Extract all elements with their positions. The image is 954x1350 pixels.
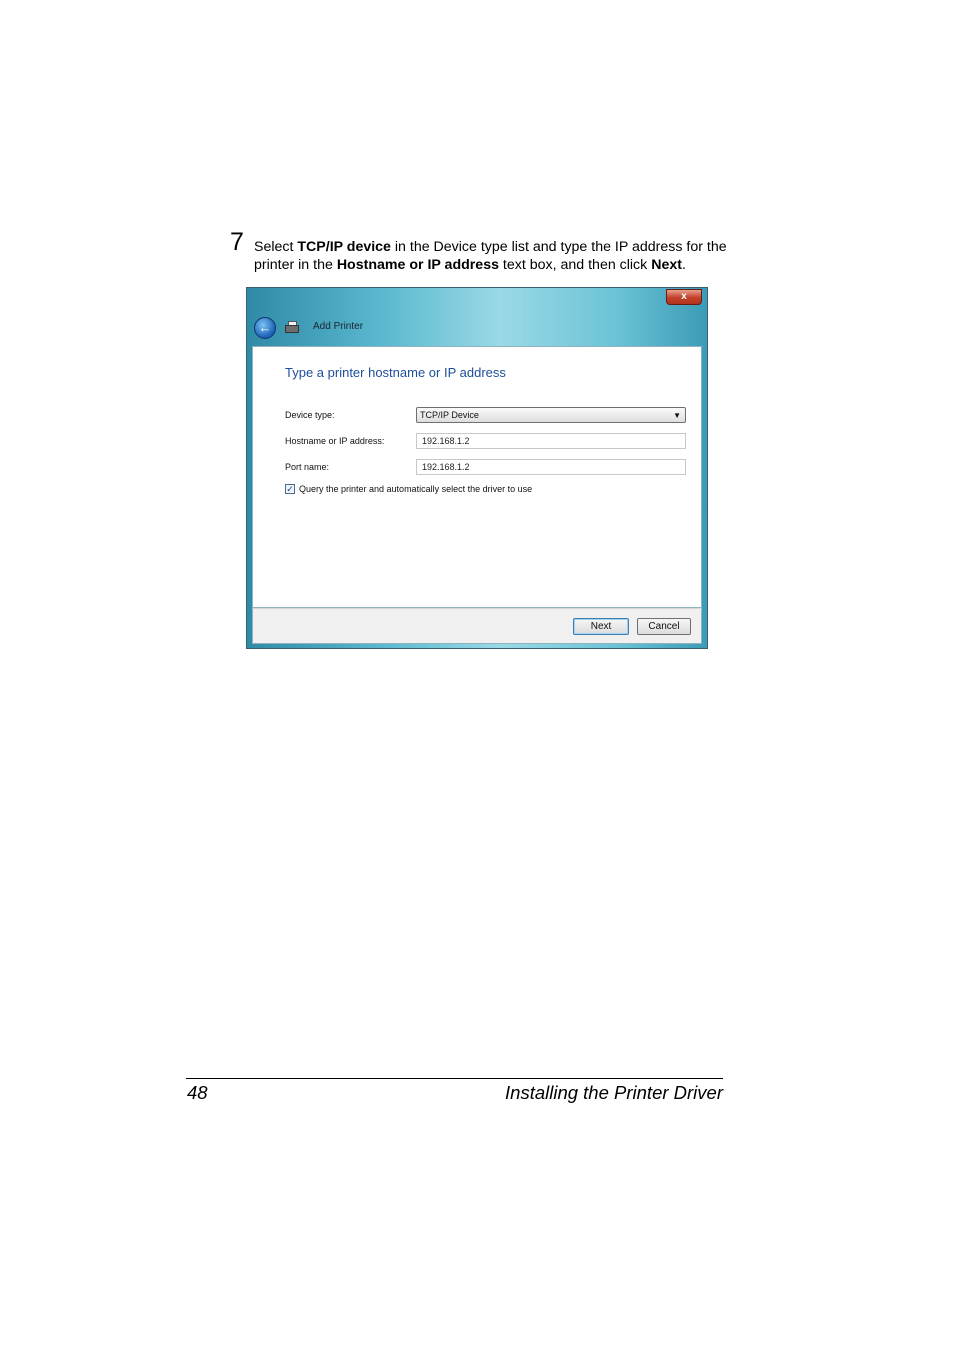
chapter-title: Installing the Printer Driver bbox=[505, 1082, 723, 1103]
step-number: 7 bbox=[230, 228, 244, 256]
dialog-footer bbox=[252, 608, 702, 644]
dialog-content bbox=[252, 346, 702, 608]
hostname-label: Hostname or IP address: bbox=[285, 436, 385, 446]
nav-bar bbox=[251, 314, 703, 344]
footer-rule bbox=[186, 1078, 723, 1079]
chevron-down-icon: ▼ bbox=[673, 411, 681, 420]
next-button[interactable]: Next bbox=[573, 618, 629, 635]
port-name-value: 192.168.1.2 bbox=[422, 462, 470, 472]
close-button[interactable]: x bbox=[666, 289, 702, 305]
device-type-label: Device type: bbox=[285, 410, 335, 420]
page-number: 48 bbox=[187, 1082, 208, 1103]
cancel-button[interactable]: Cancel bbox=[637, 618, 691, 635]
dialog-heading: Type a printer hostname or IP address bbox=[285, 365, 506, 380]
printer-icon bbox=[285, 321, 298, 333]
back-button[interactable]: ← bbox=[254, 317, 276, 339]
port-name-input[interactable] bbox=[416, 459, 686, 475]
hostname-input[interactable] bbox=[416, 433, 686, 449]
query-checkbox-label[interactable]: Query the printer and automatically select the driver to use bbox=[299, 484, 533, 494]
hostname-value: 192.168.1.2 bbox=[422, 436, 470, 446]
device-type-select[interactable] bbox=[416, 407, 686, 423]
add-printer-dialog bbox=[246, 287, 708, 649]
query-checkbox[interactable]: ✓ bbox=[286, 484, 294, 494]
dialog-title: Add Printer bbox=[313, 321, 364, 332]
device-type-value: TCP/IP Device bbox=[420, 410, 479, 420]
step-instruction: Select TCP/IP device in the Device type list and type the IP address for the printer in the Hostname or IP address text box, and then click Next. bbox=[254, 239, 727, 273]
port-name-label: Port name: bbox=[285, 462, 330, 472]
